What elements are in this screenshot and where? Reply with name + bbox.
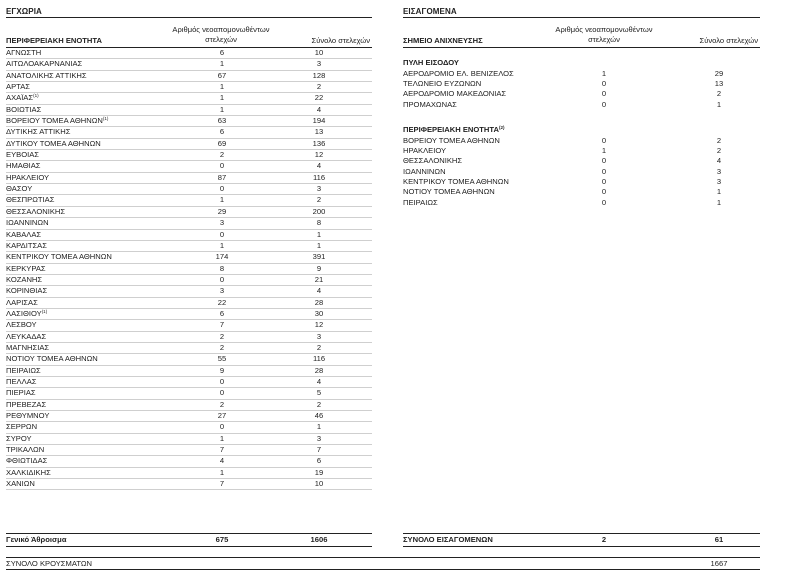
table-row	[6, 93, 372, 104]
row-name: ΠΕΙΡΑΙΩΣ	[403, 197, 438, 207]
grand-total-row	[6, 557, 760, 570]
domestic-table	[6, 6, 372, 490]
row-total-count: 6	[316, 456, 322, 466]
row-total-count: 2	[316, 399, 322, 409]
entry-rows	[403, 69, 760, 110]
row-name: ΑΧΑΪΑΣ$^{(1)}$	[6, 93, 39, 103]
row-new-count: 69	[217, 138, 227, 148]
entry-point-title: ΠΥΛΗ ΕΙΣΟΔΟΥ	[403, 58, 459, 68]
row-new-count: 0	[219, 376, 225, 386]
domestic-total-row	[6, 533, 372, 547]
row-name: ΚΕΝΤΡΙΚΟΥ ΤΟΜΕΑ ΑΘΗΝΩΝ	[403, 177, 509, 187]
table-row	[403, 167, 760, 177]
imported-total-label: ΣΥΝΟΛΟ ΕΙΣΑΓΟΜΕΝΩΝ	[403, 535, 493, 544]
table-row	[6, 82, 372, 93]
row-total-count: 2	[716, 135, 722, 145]
row-new-count: 0	[601, 187, 607, 197]
table-row	[6, 332, 372, 343]
row-name: ΔΥΤΙΚΟΥ ΤΟΜΕΑ ΑΘΗΝΩΝ	[6, 138, 101, 148]
imported-table	[403, 6, 760, 208]
row-name: ΛΕΣΒΟΥ	[6, 320, 37, 330]
col-new-header: Αριθμός νεοαπομονωθέντων στελεχών	[172, 25, 270, 44]
footnote-marker: (1)	[102, 116, 109, 122]
row-new-count: 3	[219, 286, 225, 296]
row-name: ΕΥΒΟΙΑΣ	[6, 150, 39, 160]
row-total-count: 136	[312, 138, 326, 148]
table-row	[6, 309, 372, 320]
row-total-count: 4	[716, 156, 722, 166]
row-new-count: 0	[601, 177, 607, 187]
row-name: ΗΡΑΚΛΕΙΟΥ	[403, 146, 447, 156]
row-name: ΛΑΣΙΘΙΟΥ$^{(1)}$	[6, 308, 48, 318]
table-row	[6, 456, 372, 467]
table-row	[6, 207, 372, 218]
row-total-count: 1	[316, 422, 322, 432]
row-total-count: 200	[312, 206, 326, 216]
row-name: ΑΡΤΑΣ	[6, 82, 30, 92]
row-total-count: 1	[316, 240, 322, 250]
row-name: ΦΘΙΩΤΙΔΑΣ	[6, 456, 48, 466]
row-new-count: 87	[217, 172, 227, 182]
imported-total-row	[403, 533, 760, 547]
row-name: ΗΡΑΚΛΕΙΟΥ	[6, 172, 50, 182]
row-new-count: 27	[217, 411, 227, 420]
row-total-count: 13	[714, 79, 724, 89]
row-total-count: 19	[314, 467, 324, 477]
row-new-count: 7	[219, 479, 225, 489]
grand-total-label: ΣΥΝΟΛΟ ΚΡΟΥΣΜΑΤΩΝ	[6, 559, 92, 568]
table-row	[6, 264, 372, 275]
row-new-count: 2	[219, 331, 225, 341]
row-new-count: 7	[219, 320, 225, 330]
row-total-count: 2	[316, 195, 322, 205]
row-name: ΠΡΟΜΑΧΩΝΑΣ	[403, 99, 457, 109]
table-row	[6, 173, 372, 184]
row-new-count: 1	[219, 240, 225, 250]
row-new-count: 0	[219, 184, 225, 194]
row-name: ΗΜΑΘΙΑΣ	[6, 161, 41, 171]
row-total-count: 12	[314, 320, 324, 330]
grand-total-value: 1667	[710, 559, 728, 568]
row-name: ΚΑΡΔΙΤΣΑΣ	[6, 240, 47, 250]
row-new-count: 0	[219, 274, 225, 284]
row-total-count: 116	[312, 354, 326, 364]
region-subtitle: ΠΕΡΙΦΕΡΕΙΑΚΗ ΕΝΟΤΗΤΑ$^{(2)}$	[403, 125, 505, 135]
row-name: ΣΕΡΡΩΝ	[6, 422, 38, 432]
table-row	[6, 71, 372, 82]
table-row	[403, 89, 760, 99]
table-row	[6, 116, 372, 127]
row-new-count: 1	[219, 104, 225, 114]
table-row	[6, 150, 372, 161]
row-new-count: 1	[601, 68, 607, 78]
table-row	[6, 105, 372, 116]
row-new-count: 1	[219, 82, 225, 92]
row-total-count: 12	[314, 150, 324, 160]
table-row	[403, 177, 760, 187]
row-total-count: 28	[314, 297, 324, 307]
row-new-count: 0	[219, 229, 225, 239]
row-total-count: 22	[314, 93, 324, 103]
table-row	[403, 69, 760, 79]
row-total-count: 1	[316, 229, 322, 239]
row-total-count: 391	[312, 252, 326, 262]
imported-total-total: 61	[714, 535, 724, 544]
row-name: ΤΕΛΩΝΕΙΟ ΕΥΖΩΝΩΝ	[403, 79, 482, 89]
row-total-count: 1	[716, 197, 722, 207]
row-name: ΠΙΕΡΙΑΣ	[6, 388, 36, 398]
row-total-count: 1	[716, 99, 722, 109]
row-new-count: 6	[219, 48, 225, 57]
footnote-marker: (1)	[33, 93, 39, 99]
row-name: ΙΩΑΝΝΙΝΩΝ	[6, 218, 49, 228]
row-total-count: 1	[716, 187, 722, 197]
row-name: ΚΕΡΚΥΡΑΣ	[6, 263, 46, 273]
row-total-count: 10	[314, 479, 324, 489]
imported-col-new-header: Αριθμός νεοαπομονωθέντων στελεχών	[555, 25, 653, 44]
table-row	[6, 241, 372, 252]
row-total-count: 4	[316, 104, 322, 114]
row-name: ΒΟΡΕΙΟΥ ΤΟΜΕΑ ΑΘΗΝΩΝ	[403, 135, 500, 145]
row-name: ΑΓΝΩΣΤΗ	[6, 48, 42, 57]
row-new-count: 0	[601, 89, 607, 99]
row-name: ΘΕΣΣΑΛΟΝΙΚΗΣ	[403, 156, 463, 166]
row-total-count: 2	[316, 82, 322, 92]
row-total-count: 5	[316, 388, 322, 398]
row-new-count: 0	[219, 388, 225, 398]
row-name: ΝΟΤΙΟΥ ΤΟΜΕΑ ΑΘΗΝΩΝ	[6, 354, 98, 364]
imported-title: ΕΙΣΑΓΟΜΕΝΑ	[403, 6, 760, 18]
row-name: ΙΩΑΝΝΙΝΩΝ	[403, 166, 446, 176]
row-total-count: 46	[314, 411, 324, 420]
row-new-count: 2	[219, 342, 225, 352]
row-new-count: 3	[219, 218, 225, 228]
row-name: ΛΕΥΚΑΔΑΣ	[6, 331, 47, 341]
row-total-count: 3	[316, 59, 322, 69]
row-new-count: 1	[219, 433, 225, 443]
row-new-count: 1	[219, 467, 225, 477]
row-new-count: 29	[217, 206, 227, 216]
table-row	[403, 136, 760, 146]
row-new-count: 1	[219, 195, 225, 205]
row-new-count: 0	[219, 161, 225, 171]
row-name: ΘΑΣΟΥ	[6, 184, 33, 194]
table-row	[6, 184, 372, 195]
row-name: ΡΕΘΥΜΝΟΥ	[6, 411, 50, 420]
footnote-marker: (1)	[41, 308, 48, 314]
row-new-count: 55	[217, 354, 227, 364]
row-new-count: 174	[215, 252, 229, 262]
row-name: ΠΡΕΒΕΖΑΣ	[6, 399, 47, 409]
row-total-count: 3	[716, 177, 722, 187]
table-row	[6, 468, 372, 479]
table-row	[6, 218, 372, 229]
row-name: ΠΕΙΡΑΙΩΣ	[6, 365, 41, 375]
table-row	[6, 195, 372, 206]
row-name: ΑΕΡΟΔΡΟΜΙΟ ΜΑΚΕΔΟΝΙΑΣ	[403, 89, 507, 99]
row-new-count: 1	[219, 59, 225, 69]
row-name: ΝΟΤΙΟΥ ΤΟΜΕΑ ΑΘΗΝΩΝ	[403, 187, 495, 197]
table-row	[6, 479, 372, 490]
row-total-count: 3	[716, 166, 722, 176]
row-new-count: 4	[219, 456, 225, 466]
table-row	[6, 161, 372, 172]
table-row	[6, 366, 372, 377]
table-row	[6, 445, 372, 456]
row-name: ΚΕΝΤΡΙΚΟΥ ΤΟΜΕΑ ΑΘΗΝΩΝ	[6, 252, 112, 262]
imported-col-total-header: Σύνολο στελεχών	[699, 36, 758, 45]
row-name: ΤΡΙΚΑΛΩΝ	[6, 445, 45, 455]
domestic-header	[6, 18, 372, 48]
row-name: ΚΟΡΙΝΘΙΑΣ	[6, 286, 48, 296]
row-new-count: 8	[219, 263, 225, 273]
row-total-count: 13	[314, 127, 324, 137]
row-name: ΘΕΣΠΡΩΤΙΑΣ	[6, 195, 55, 205]
row-total-count: 10	[314, 48, 324, 57]
row-new-count: 0	[601, 156, 607, 166]
row-name: ΧΑΝΙΩΝ	[6, 479, 35, 489]
table-row	[6, 139, 372, 150]
row-new-count: 22	[217, 297, 227, 307]
row-total-count: 2	[316, 342, 322, 352]
row-total-count: 2	[716, 146, 722, 156]
table-row	[6, 343, 372, 354]
row-new-count: 2	[219, 399, 225, 409]
table-row	[6, 298, 372, 309]
table-row	[6, 286, 372, 297]
table-row	[6, 354, 372, 365]
table-row	[6, 434, 372, 445]
imported-total-new: 2	[601, 535, 607, 544]
table-row	[403, 100, 760, 110]
region-footnote-marker: (2)	[498, 125, 505, 131]
table-row	[403, 146, 760, 156]
table-row	[403, 187, 760, 197]
domestic-title: ΕΓΧΩΡΙΑ	[6, 6, 372, 18]
row-new-count: 0	[601, 197, 607, 207]
table-row	[6, 411, 372, 422]
row-total-count: 3	[316, 331, 322, 341]
table-row	[6, 422, 372, 433]
row-new-count: 6	[219, 127, 225, 137]
col-region-header: ΠΕΡΙΦΕΡΕΙΑΚΗ ΕΝΟΤΗΤΑ	[6, 36, 102, 45]
row-total-count: 28	[314, 365, 324, 375]
col-point-header: ΣΗΜΕΙΟ ΑΝΙΧΝΕΥΣΗΣ	[403, 36, 483, 45]
row-name: ΑΕΡΟΔΡΟΜΙΟ ΕΛ. ΒΕΝΙΖΕΛΟΣ	[403, 68, 514, 78]
row-new-count: 67	[217, 70, 227, 80]
row-total-count: 29	[714, 68, 724, 78]
table-row	[6, 275, 372, 286]
table-row	[6, 127, 372, 138]
row-total-count: 128	[312, 70, 326, 80]
row-new-count: 0	[601, 135, 607, 145]
row-name: ΚΑΒΑΛΑΣ	[6, 229, 42, 239]
row-total-count: 7	[316, 445, 322, 455]
row-new-count: 0	[219, 422, 225, 432]
row-total-count: 4	[316, 161, 322, 171]
row-total-count: 116	[312, 172, 326, 182]
domestic-total-label: Γενικό Άθροισμα	[6, 535, 67, 544]
row-name: ΔΥΤΙΚΗΣ ΑΤΤΙΚΗΣ	[6, 127, 71, 137]
row-total-count: 4	[316, 376, 322, 386]
row-total-count: 9	[316, 263, 322, 273]
row-new-count: 9	[219, 365, 225, 375]
row-total-count: 2	[716, 89, 722, 99]
table-row	[6, 252, 372, 263]
table-row	[6, 48, 372, 59]
table-row	[6, 388, 372, 399]
row-new-count: 7	[219, 445, 225, 455]
table-row	[403, 156, 760, 166]
row-total-count: 3	[316, 184, 322, 194]
region-rows	[403, 136, 760, 208]
domestic-total-new: 675	[215, 535, 229, 544]
table-row	[6, 377, 372, 388]
domestic-total-total: 1606	[310, 535, 328, 544]
imported-header	[403, 18, 760, 48]
row-name: ΑΙΤΩΛΟΑΚΑΡΝΑΝΙΑΣ	[6, 59, 83, 69]
row-name: ΒΟΙΩΤΙΑΣ	[6, 104, 42, 114]
row-total-count: 21	[314, 274, 324, 284]
row-total-count: 8	[316, 218, 322, 228]
row-new-count: 0	[601, 99, 607, 109]
row-name: ΜΑΓΝΗΣΙΑΣ	[6, 342, 50, 352]
row-new-count: 2	[219, 150, 225, 160]
table-row	[6, 320, 372, 331]
row-new-count: 1	[601, 146, 607, 156]
row-total-count: 4	[316, 286, 322, 296]
row-new-count: 0	[601, 79, 607, 89]
row-name: ΑΝΑΤΟΛΙΚΗΣ ΑΤΤΙΚΗΣ	[6, 70, 87, 80]
row-new-count: 0	[601, 166, 607, 176]
table-row	[403, 79, 760, 89]
row-new-count: 6	[219, 308, 225, 318]
table-row	[403, 198, 760, 208]
row-name: ΒΟΡΕΙΟΥ ΤΟΜΕΑ ΑΘΗΝΩΝ$^{(1)}$	[6, 116, 109, 126]
col-total-header: Σύνολο στελεχών	[311, 36, 370, 45]
table-row	[6, 230, 372, 241]
domestic-rows	[6, 48, 372, 490]
table-row	[6, 400, 372, 411]
table-row	[6, 59, 372, 70]
row-name: ΧΑΛΚΙΔΙΚΗΣ	[6, 467, 51, 477]
row-new-count: 63	[217, 116, 227, 126]
row-total-count: 194	[312, 116, 326, 126]
row-total-count: 3	[316, 433, 322, 443]
row-name: ΛΑΡΙΣΑΣ	[6, 297, 38, 307]
row-name: ΠΕΛΛΑΣ	[6, 376, 37, 386]
row-name: ΣΥΡΟΥ	[6, 433, 32, 443]
row-name: ΘΕΣΣΑΛΟΝΙΚΗΣ	[6, 206, 66, 216]
row-total-count: 30	[314, 308, 324, 318]
row-new-count: 1	[219, 93, 225, 103]
row-name: ΚΟΖΑΝΗΣ	[6, 274, 43, 284]
